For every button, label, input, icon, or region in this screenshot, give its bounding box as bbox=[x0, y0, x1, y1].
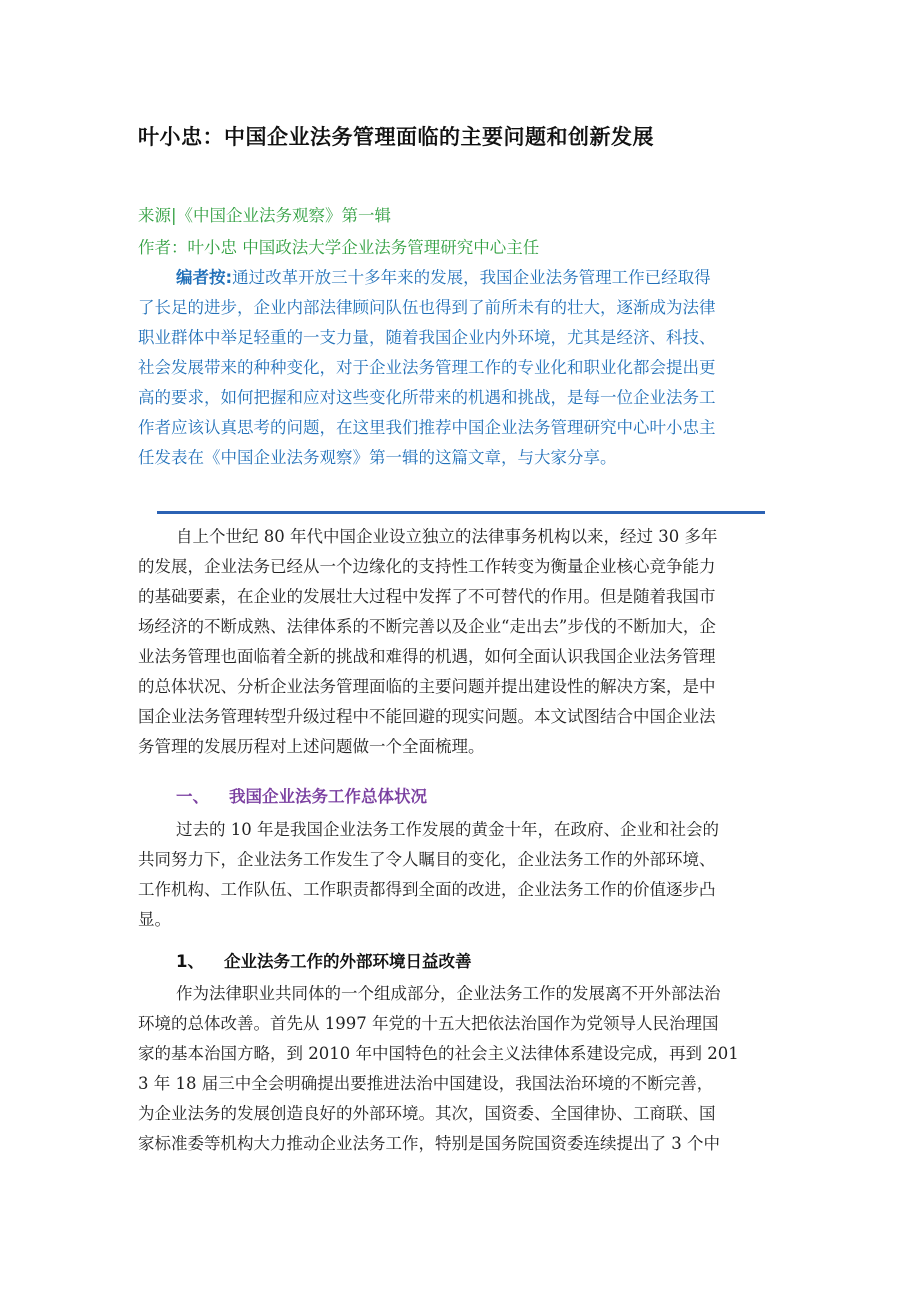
subsection-paragraph bbox=[138, 979, 798, 1159]
paragraph-line: 作为法律职业共同体的一个组成部分，企业法务工作的发展离不开外部法治 bbox=[176, 984, 721, 1003]
paragraph-line: 工作机构、工作队伍、工作职责都得到全面的改进，企业法务工作的价值逐步凸 bbox=[138, 880, 716, 899]
paragraph-line: 为企业法务的发展创造良好的外部环境。其次，国资委、全国律协、工商联、国 bbox=[138, 1104, 716, 1123]
section-paragraph bbox=[138, 815, 798, 935]
paragraph-line: 场经济的不断成熟、法律体系的不断完善以及企业“走出去”步伐的不断加大，企 bbox=[138, 617, 716, 636]
editor-note-line: 编者按:通过改革开放三十多年来的发展，我国企业法务管理工作已经取得 bbox=[176, 268, 711, 287]
editor-note-line: 职业群体中举足轻重的一支力量，随着我国企业内外环境，尤其是经济、科技、 bbox=[138, 328, 716, 347]
source-line: 来源|《中国企业法务观察》第一辑 bbox=[138, 206, 392, 225]
section-title: 我国企业法务工作总体状况 bbox=[229, 787, 427, 806]
paragraph-line: 自上个世纪 80 年代中国企业设立独立的法律事务机构以来，经过 30 多年 bbox=[176, 527, 718, 546]
section-heading bbox=[176, 783, 427, 807]
paragraph-line: 共同努力下，企业法务工作发生了令人瞩目的变化，企业法务工作的外部环境、 bbox=[138, 850, 716, 869]
author-line: 作者：叶小忠 中国政法大学企业法务管理研究中心主任 bbox=[138, 238, 540, 257]
subsection-title: 企业法务工作的外部环境日益改善 bbox=[223, 952, 472, 971]
paragraph-line: 家标准委等机构大力推动企业法务工作，特别是国务院国资委连续提出了 3 个中 bbox=[138, 1134, 720, 1153]
paragraph-line: 业法务管理也面临着全新的挑战和难得的机遇，如何全面认识我国企业法务管理 bbox=[138, 647, 716, 666]
article-title: 叶小忠：中国企业法务管理面临的主要问题和创新发展 bbox=[138, 125, 654, 149]
editor-note-lead: 编者按: bbox=[176, 268, 233, 287]
intro-paragraph bbox=[138, 522, 798, 762]
paragraph-line: 务管理的发展历程对上述问题做一个全面梳理。 bbox=[138, 737, 485, 756]
paragraph-line: 的总体状况、分析企业法务管理面临的主要问题并提出建设性的解决方案，是中 bbox=[138, 677, 716, 696]
editor-note-line: 了长足的进步，企业内部法律顾问队伍也得到了前所未有的壮大，逐渐成为法律 bbox=[138, 298, 716, 317]
paragraph-line: 的发展，企业法务已经从一个边缘化的支持性工作转变为衡量企业核心竞争能力 bbox=[138, 557, 716, 576]
paragraph-line: 3 年 18 届三中全会明确提出要推进法治中国建设，我国法治环境的不断完善， bbox=[138, 1074, 714, 1093]
paragraph-line: 家的基本治国方略，到 2010 年中国特色的社会主义法律体系建设完成，再到 201 bbox=[138, 1044, 739, 1063]
editor-note-line: 高的要求，如何把握和应对这些变化所带来的机遇和挑战，是每一位企业法务工 bbox=[138, 388, 716, 407]
paragraph-line: 环境的总体改善。首先从 1997 年党的十五大把依法治国作为党领导人民治理国 bbox=[138, 1014, 719, 1033]
editor-note-line: 作者应该认真思考的问题，在这里我们推荐中国企业法务管理研究中心叶小忠主 bbox=[138, 418, 716, 437]
editor-note-line: 社会发展带来的种种变化，对于企业法务管理工作的专业化和职业化都会提出更 bbox=[138, 358, 716, 377]
paragraph-line: 过去的 10 年是我国企业法务工作发展的黄金十年，在政府、企业和社会的 bbox=[176, 820, 719, 839]
section-divider bbox=[157, 511, 765, 514]
editor-note bbox=[138, 263, 798, 473]
section-number: 一、 bbox=[176, 787, 209, 806]
subsection-number: 1、 bbox=[176, 952, 204, 971]
editor-note-line: 任发表在《中国企业法务观察》第一辑的这篇文章，与大家分享。 bbox=[138, 448, 617, 467]
paragraph-line: 显。 bbox=[138, 910, 171, 929]
subsection-heading bbox=[176, 948, 471, 972]
paragraph-line: 国企业法务管理转型升级过程中不能回避的现实问题。本文试图结合中国企业法 bbox=[138, 707, 716, 726]
paragraph-line: 的基础要素，在企业的发展壮大过程中发挥了不可替代的作用。但是随着我国市 bbox=[138, 587, 716, 606]
